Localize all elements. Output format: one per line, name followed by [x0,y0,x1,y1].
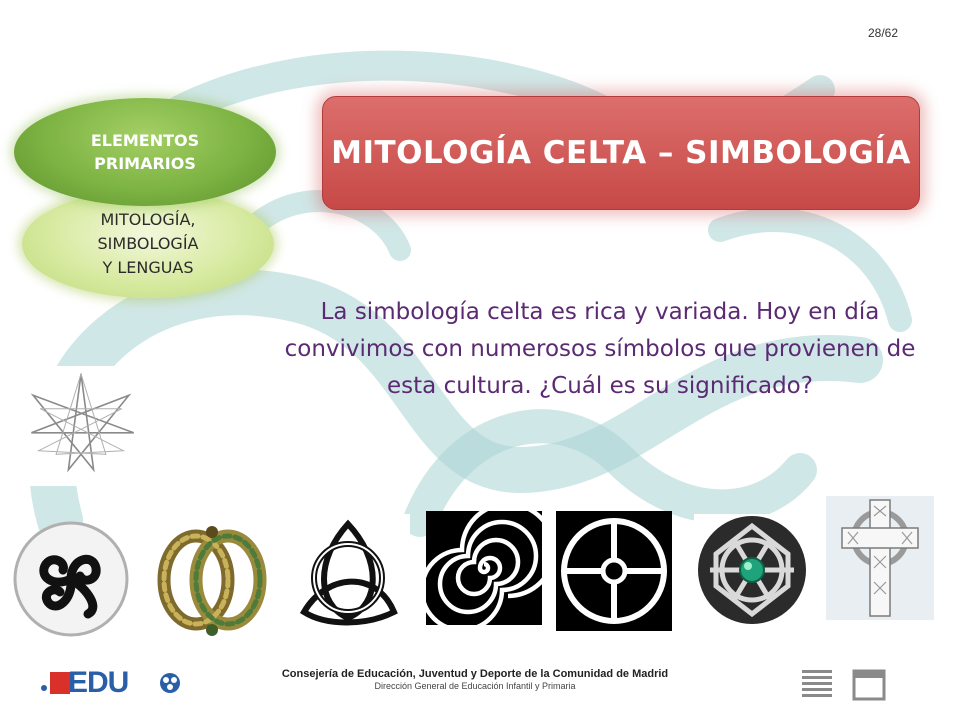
nav-pill-mitologia[interactable] [22,190,274,298]
celtic-knot-shield-icon [694,514,810,626]
triquetra-icon [286,514,410,632]
title-banner [322,96,920,210]
footer [205,668,745,691]
window-icon[interactable] [852,668,886,702]
sun-cross-icon [556,511,672,631]
pill-line: MITOLOGÍA, [100,210,196,229]
footer-line-2: Dirección General de Educación Infantil y Primaria [374,681,576,691]
heptagram-star-icon [18,366,144,486]
body-text: La simbología celta es rica y variada. Hoy en día convivimos con numerosos símbolos que provienen de esta cultura. ¿Cuál es su significado? [284,299,916,399]
nav-pill-elementos-primarios[interactable] [14,98,276,206]
edu-logo-text: EDU [68,666,129,699]
page-title: MITOLOGÍA CELTA – SIMBOLOGÍA [331,135,911,171]
index-icon[interactable] [800,668,834,702]
celtic-cross-icon [826,496,934,620]
footer-line-1: Consejería de Educación, Juventud y Deporte de la Comunidad de Madrid [281,668,669,680]
ouroboros-serpents-icon [154,518,270,642]
edu-logo [40,666,180,700]
page-number: 28/62 [867,26,898,40]
triskele-icon [8,518,134,640]
pill-line: Y LENGUAS [102,258,194,277]
pill-label: ELEMENTOS PRIMARIOS [90,131,200,173]
pill-line: SIMBOLOGÍA [97,234,199,253]
spiral-icon [426,511,542,625]
